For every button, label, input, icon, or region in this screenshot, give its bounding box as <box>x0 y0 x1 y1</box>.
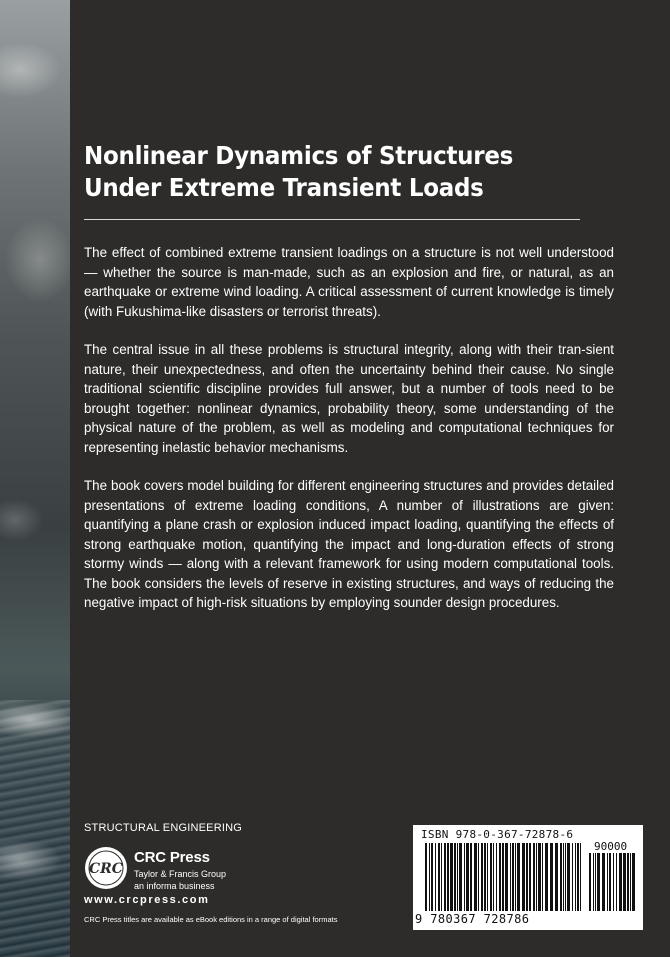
barcode-bar <box>435 843 436 911</box>
blurb-paragraph-2: The central issue in all these problems is structural integrity, along with their tran-sient nature, their unexpectedness, and often the uncertainty behind their cause. No single traditional scientific discipline provides full answer, but a number of tools need to be brought together: nonlinear dynamics, probability theory, some understanding of the physical nature of the problem, as well as modeling and computational techniques for representing inelastic behavior mechanisms. <box>84 342 614 455</box>
barcode-bar <box>632 853 635 911</box>
publisher-website: www.crcpress.com <box>84 894 210 906</box>
barcode-bar <box>484 843 486 911</box>
book-title-line-1: Nonlinear Dynamics of Structures <box>84 141 514 170</box>
book-title <box>84 140 562 204</box>
barcode-bar <box>522 843 525 911</box>
crc-press-logo-icon <box>84 846 128 890</box>
addon-barcode-bars <box>589 853 637 913</box>
publisher-name: CRC Press <box>134 849 210 866</box>
barcode-bar <box>502 843 504 911</box>
barcode-bar <box>545 843 548 911</box>
barcode-bar <box>510 843 511 911</box>
barcode-bar <box>457 843 458 911</box>
barcode-bar <box>447 843 449 911</box>
barcode-bar <box>517 843 520 911</box>
barcode-bar <box>499 843 501 911</box>
barcode-bar <box>512 843 514 911</box>
isbn-barcode <box>413 825 643 930</box>
barcode-bar <box>550 843 553 911</box>
barcode-bar <box>496 843 497 911</box>
barcode-bar <box>478 843 479 911</box>
barcode-bar <box>580 843 581 911</box>
barcode-bar <box>529 843 531 911</box>
barcode-bar <box>602 853 605 911</box>
barcode-bar <box>607 853 608 911</box>
barcode-bar <box>438 843 440 911</box>
barcode-bar <box>450 843 453 911</box>
barcode-bar <box>441 843 442 911</box>
barcode-bar <box>613 853 614 911</box>
barcode-bar <box>464 843 465 911</box>
barcode-bar <box>565 843 566 911</box>
barcode-digits: 9 780367 728786 <box>415 912 530 926</box>
storm-sea-photo-strip <box>0 0 70 957</box>
barcode-bar <box>595 853 596 911</box>
crc-logo-text: CRC <box>89 861 123 877</box>
barcode-bar <box>459 843 462 911</box>
isbn-number: ISBN 978-0-367-72878-6 <box>421 828 574 841</box>
barcode-bar <box>474 843 477 911</box>
barcode-bar <box>505 843 508 911</box>
publisher-group: Taylor & Francis Group <box>134 869 227 879</box>
barcode-bar <box>563 843 564 911</box>
barcode-bar <box>567 843 570 911</box>
barcode-bar <box>425 843 427 911</box>
barcode-bar <box>575 843 576 911</box>
blurb-paragraph-3: The book covers model building for different engineering structures and provides detailed presentations of extreme loading conditions, A number of illustrations are given: quantifying a plane crash or explosion induced impact loading, quantifying the effects of strong earthquake motion, quantifying the impact and long-duration effects of strong stormy winds — along with a relevant framework for using modern computational tools. The book considers the levels of reserve in existing structures, and ways of reducing the negative impact of high-risk situations by employing sounder design procedures. <box>84 478 614 610</box>
subject-category: STRUCTURAL ENGINEERING <box>84 822 243 834</box>
barcode-bar <box>533 843 535 911</box>
barcode-bar <box>623 853 626 911</box>
barcode-bar <box>555 843 558 911</box>
barcode-bar <box>538 843 541 911</box>
blurb-paragraph-1: The effect of combined extreme transient loadings on a structure is not well understood — whether the source is man-made, such as an explosion and fire, or natural, as an earthquake or extreme wind loading. A critical assessment of current knowledge is timely (with Fukushima-like disasters or terrorist threats). <box>84 245 614 319</box>
barcode-bar <box>470 843 472 911</box>
barcode-bar <box>466 843 469 911</box>
barcode-bar <box>619 853 622 911</box>
barcode-bar <box>431 843 433 911</box>
barcode-bar <box>630 853 631 911</box>
barcode-bar <box>526 843 528 911</box>
barcode-bar <box>593 853 594 911</box>
barcode-bar <box>490 843 492 911</box>
barcode-bar <box>609 853 611 911</box>
barcode-bar <box>481 843 483 911</box>
price-code: 90000 <box>594 840 628 853</box>
barcode-bar <box>572 843 573 911</box>
title-divider <box>84 219 580 220</box>
barcode-bar <box>536 843 537 911</box>
ebook-availability-note: CRC Press titles are available as eBook editions in a range of digital formats <box>84 915 338 924</box>
barcode-bar <box>589 853 591 911</box>
barcode-bar <box>560 843 562 911</box>
barcode-bar <box>454 843 456 911</box>
barcode-bar <box>577 843 579 911</box>
publisher-business: an informa business <box>134 881 215 891</box>
book-title-line-2: Under Extreme Transient Loads <box>84 173 484 202</box>
barcode-bar <box>616 853 617 911</box>
barcode-bar <box>444 843 446 911</box>
barcode-bar <box>493 843 494 911</box>
barcode-bar <box>487 843 488 911</box>
ean-barcode-bars <box>425 843 585 913</box>
barcode-bar <box>515 843 516 911</box>
blurb <box>84 243 614 632</box>
barcode-bar <box>429 843 430 911</box>
barcode-bar <box>542 843 543 911</box>
barcode-bar <box>627 853 629 911</box>
barcode-bar <box>597 853 600 911</box>
